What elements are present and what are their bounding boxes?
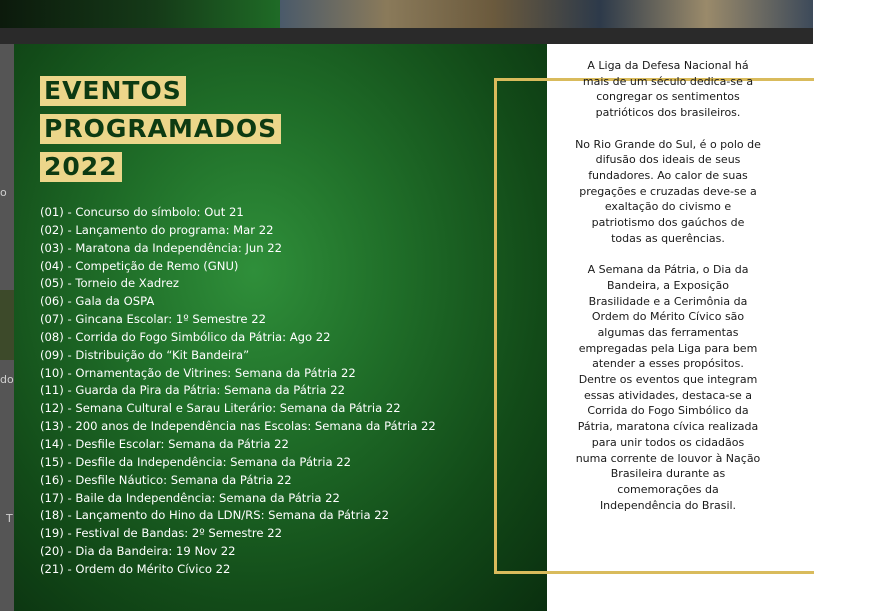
background-strip — [0, 28, 813, 44]
event-item: (12) - Semana Cultural e Sarau Literário: Semana da Pátria 22 — [40, 401, 401, 416]
event-item: (16) - Desfile Náutico: Semana da Pátria 22 — [40, 472, 292, 487]
event-item: (09) - Distribuição do “Kit Bandeira” — [40, 347, 250, 362]
event-item: (20) - Dia da Bandeira: 19 Nov 22 — [40, 544, 236, 559]
title-line: 2022 — [40, 152, 122, 182]
title-line: PROGRAMADOS — [40, 114, 281, 144]
background-banner-painting — [280, 0, 813, 28]
event-item: (04) - Competição de Remo (GNU) — [40, 258, 239, 273]
background-left-image — [0, 290, 14, 360]
event-item: (06) - Gala da OSPA — [40, 294, 155, 309]
description-paragraph: No Rio Grande do Sul, é o polo de difusão dos ideais de seus fundadores. Ao calor de suas pregações e cruzadas deve-se a exaltação do civismo e patriotismo dos gaúchos de todas as querências. — [575, 137, 761, 245]
event-item: (18) - Lançamento do Hino da LDN/RS: Semana da Pátria 22 — [40, 508, 389, 523]
event-item: (03) - Maratona da Independência: Jun 22 — [40, 240, 283, 255]
background-text-fragment: T — [6, 512, 13, 525]
background-text-fragment: o — [0, 186, 7, 199]
background-banner-flag — [0, 0, 280, 28]
event-item: (02) - Lançamento do programa: Mar 22 — [40, 222, 274, 237]
event-item: (01) - Concurso do símbolo: Out 21 — [40, 205, 244, 219]
event-item: (11) - Guarda da Pira da Pátria: Semana da Pátria 22 — [40, 383, 345, 398]
description-paragraph: A Liga da Defesa Nacional há mais de um século dedica-se a congregar os sentimentos patrióticos dos brasileiros. — [582, 59, 754, 120]
event-item: (19) - Festival de Bandas: 2º Semestre 22 — [40, 526, 282, 541]
event-item: (08) - Corrida do Fogo Simbólico da Pátria: Ago 22 — [40, 329, 331, 344]
modal-green-panel — [14, 44, 547, 611]
liga-description — [575, 58, 761, 513]
event-item: (05) - Torneio de Xadrez — [40, 276, 179, 291]
event-item: (15) - Desfile da Independência: Semana da Pátria 22 — [40, 454, 352, 469]
event-item: (14) - Desfile Escolar: Semana da Pátria 22 — [40, 436, 289, 451]
events-title — [40, 76, 281, 190]
event-item: (07) - Gincana Escolar: 1º Semestre 22 — [40, 312, 266, 327]
event-item: (13) - 200 anos de Independência nas Escolas: Semana da Pátria 22 — [40, 419, 436, 434]
event-item: (10) - Ornamentação de Vitrines: Semana da Pátria 22 — [40, 365, 356, 380]
background-right-margin — [813, 0, 890, 611]
event-item: (17) - Baile da Independência: Semana da Pátria 22 — [40, 490, 340, 505]
events-list — [40, 204, 436, 579]
event-item: (21) - Ordem do Mérito Cívico 22 — [40, 561, 231, 576]
background-text-fragment: do — [0, 373, 14, 386]
description-paragraph: A Semana da Pátria, o Dia da Bandeira, a Exposição Brasilidade e a Cerimônia da Ordem do Mérito Cívico são algumas das ferramentas empregadas pela Liga para bem atender a esses propósitos. Dentre os eventos que integram essas atividades, destaca-se a Corrida do Fogo Simbólico da Pátria, maratona cívica realizada para unir todos os cidadãos numa corrente de louvor à Nação Brasileira durante as comemorações da Independência do Brasil. — [575, 263, 761, 512]
title-line: EVENTOS — [40, 76, 186, 106]
